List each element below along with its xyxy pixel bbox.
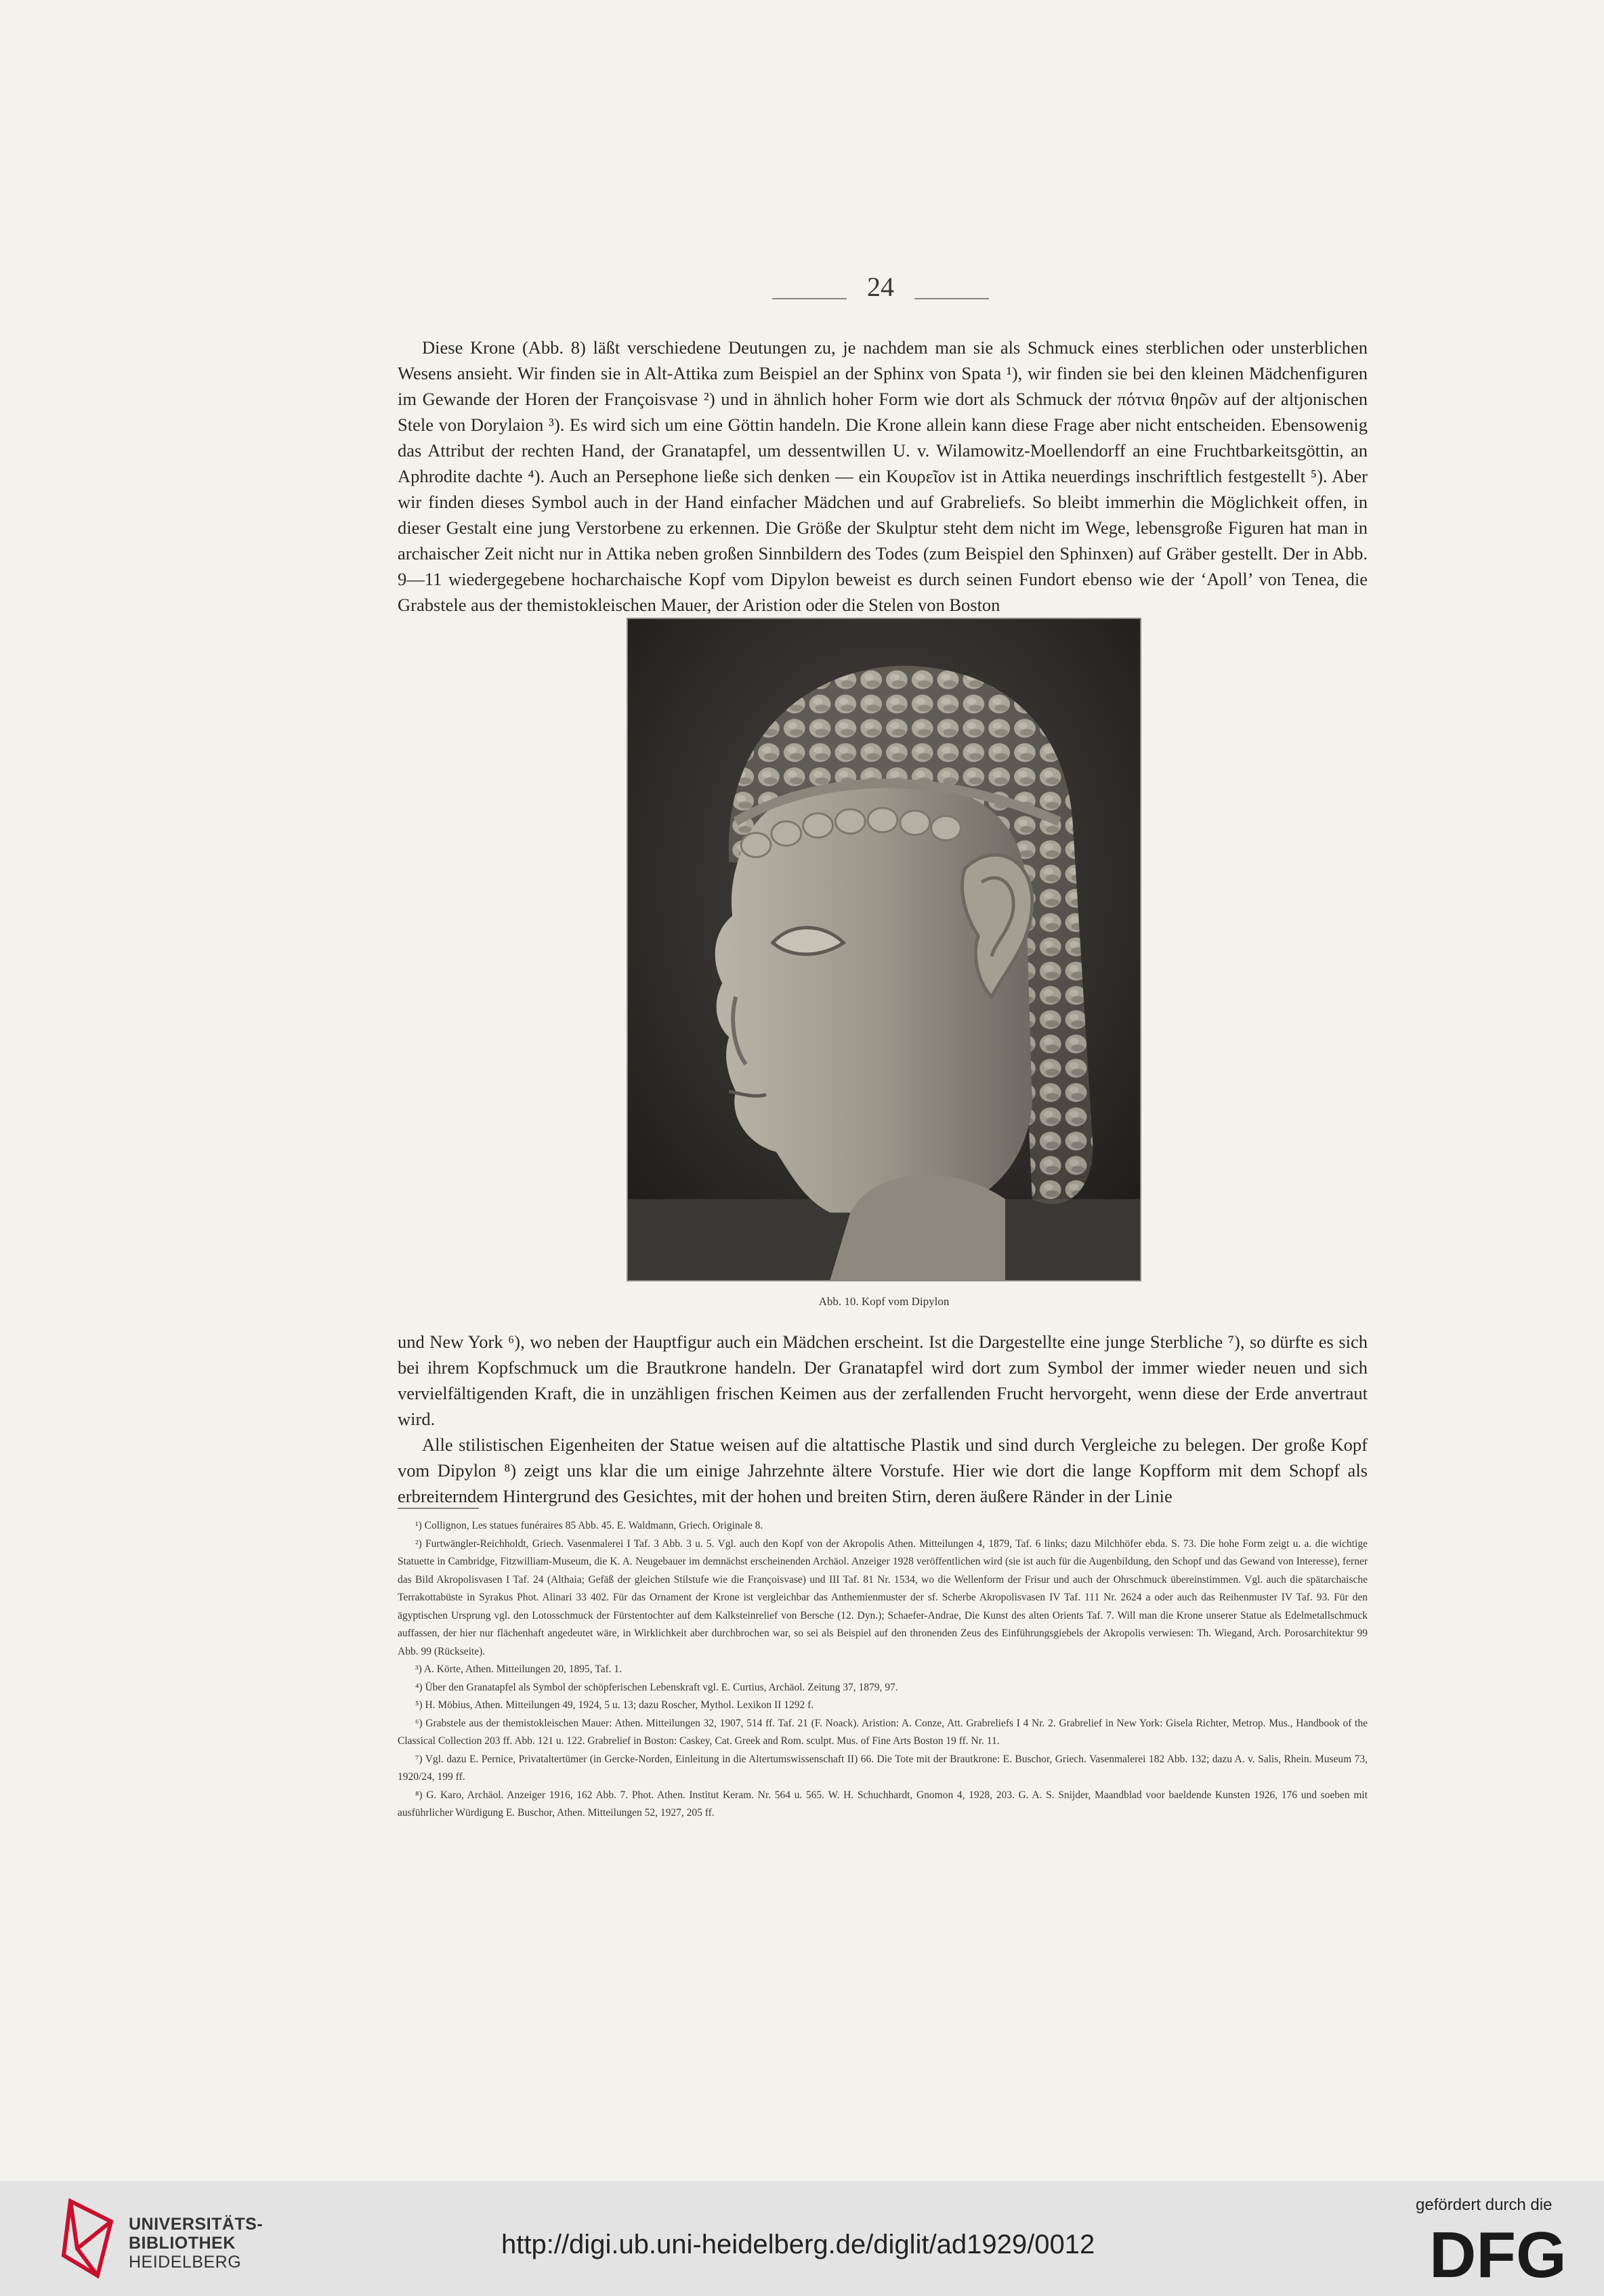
footnote-1: ¹) Collignon, Les statues funéraires 85 Abb. 45. E. Waldmann, Griech. Originale 8. [415,1520,763,1531]
footnote-7: ⁷) Vgl. dazu E. Pernice, Privataltertümer (in Gercke-Norden, Einleitung in die Altertumswissenschaft II) 66. Die Tote mit der Brautkrone: E. Buschor, Griech. Vasenmalerei 182 Abb. 132; dazu A. v. Salis, Rhein. Museum 73, 1920/24, 199 ff. [398,1753,1368,1783]
page-number-rule-right [914,298,989,299]
footer-bar [0,2181,1604,2296]
footnote-4: ⁴) Über den Granatapfel als Symbol der schöpferischen Lebenskraft vgl. E. Curtius, Archäol. Zeitung 37, 1879, 97. [415,1681,898,1693]
figure-caption: Abb. 10. Kopf vom Dipylon [818,1295,950,1308]
footnote-2: ²) Furtwängler-Reichholdt, Griech. Vasenmalerei I Taf. 3 Abb. 3 u. 5. Vgl. auch den Kopf von der Akropolis Athen. Mitteilungen 4, 1879, Taf. 6 links; dazu Milchhöfer ebda. S. 73. Die hohe Form zeigt u. a. die wichtige Statuette in Cambridge, Fitzwilliam-Museum, die K. A. Neugebauer im demnächst erscheinenden Archäol. Anzeiger 1928 veröffentlichen wird (sie ist auch für die Augenbildung, den Schopf und das Gewand von Interesse), ferner das Bild Akropolisvasen I Taf. 24 (Althaia; Gefäß der gleichen Stilstufe wie die Françoisvase) und III Taf. 81 Nr. 1534, wo die Wellenform der Frisur und auch der Ohrschmuck übereinstimmen. Vgl. auch die spätarchaische Terrakottabüste in Syrakus Phot. Alinari 33 402. Für das Ornament der Krone ist vergleichbar das Anthemienmuster der sf. Scherbe Akropolisvasen IV Taf. 111 Nr. 2624 a oder auch das Reihenmuster IV Taf. 93. Für den ägyptischen Ursprung vgl. den Lotosschmuck der Fürstentochter auf dem Kalksteinrelief von Bersche (12. Dyn.); Schaefer-Andrae, Die Kunst des alten Orients Taf. 7. Will man die Krone unserer Statue als Edelmetallschmuck auffassen, der hier nur flächenhaft angedeutet wäre, in Wirklichkeit aber durchbrochen war, so sei als Beispiel auf den thronenden Zeus des Einführungsgiebels der Akropolis verwiesen: Th. Wiegand, Arch. Porosarchitektur 99 Abb. 99 (Rückseite). [398,1537,1368,1657]
library-line-3: HEIDELBERG [129,2253,242,2272]
paragraph-3: Alle stilistischen Eigenheiten der Statue weisen auf die altattische Plastik und sind durch Vergleiche zu belegen. Der große Kopf vom Dipylon ⁸) zeigt uns klar die um einige Jahrzehnte ältere Vorstufe. Hier wie dort die lange Kopfform mit dem Schopf als erbreiterndem Hintergrund des Gesichtes, mit der hohen und breiten Stirn, deren äußere Ränder in der Linie [398,1434,1368,1506]
library-line-2: BIBLIOTHEK [129,2234,236,2253]
figure-kopf-vom-dipylon [627,618,1141,1281]
footnote-8: ⁸) G. Karo, Archäol. Anzeiger 1916, 162 Abb. 7. Phot. Athen. Institut Keram. Nr. 564 u. 565. W. H. Schuchhardt, Gnomon 4, 1928, 203. G. A. S. Snijder, Maandblad voor baeldende Kunsten 1926, 176 und soeben mit ausführlicher Würdigung E. Buschor, Athen. Mitteilungen 52, 1927, 205 ff. [398,1789,1368,1819]
library-name[interactable] [129,2215,263,2272]
sculpture-photo [628,619,1140,1280]
paragraph-1: Diese Krone (Abb. 8) läßt verschiedene Deutungen zu, je nachdem man sie als Schmuck eines sterblichen oder unsterblichen Wesens ansieht. Wir finden sie in Alt-Attika zum Beispiel an der Sphinx von Spata ¹), wir finden sie bei den kleinen Mädchenfiguren im Gewande der Horen der Françoisvase ²) und in ähnlich hoher Form wie dort als Schmuck der πότνια θηρῶν auf der altjonischen Stele von Dorylaion ³). Es wird sich um eine Göttin handeln. Die Krone allein kann diese Frage aber nicht entscheiden. Ebensowenig das Attribut der rechten Hand, der Granatapfel, um dessentwillen U. v. Wilamowitz-Moellendorff an eine Fruchtbarkeitsgöttin, an Aphrodite dachte ⁴). Auch an Persephone ließe sich denken — ein Κουρεῖον ist in Attika neuerdings inschriftlich festgestellt ⁵). Aber wir finden dieses Symbol auch in der Hand einfacher Mädchen und auf Grabreliefs. So bleibt immerhin die Möglichkeit offen, in dieser Gestalt eine jung Verstorbene zu erkennen. Die Größe der Skulptur steht dem nicht im Wege, lebensgroße Figuren hat man in archaischer Zeit nicht nur in Attika neben großen Sinnbildern des Todes (zum Beispiel den Sphinxen) auf Gräber gestellt. Der in Abb. 9—11 wiedergegebene hocharchaische Kopf vom Dipylon beweist es durch seinen Fundort ebenso wie der ‘Apoll’ von Tenea, die Grabstele aus der themistokleischen Mauer, der Aristion oder die Stelen von Boston [398,337,1368,615]
body-text-bottom [398,1329,1368,1509]
page-number-text: 24 [867,272,894,302]
page-number-rule-left [772,298,847,299]
funding-label: gefördert durch die [1416,2196,1553,2214]
footnote-6: ⁶) Grabstele aus der themistokleischen Mauer: Athen. Mitteilungen 32, 1907, 514 ff. Taf. 21 (F. Noack). Aristion: A. Conze, Att. Grabreliefs I 4 Nr. 2. Grabrelief in New York: Gisela Richter, Metrop. Mus., Handbook of the Classical Collection 203 ff. Abb. 121 u. 122. Grabrelief in Boston: Caskey, Cat. Greek and Rom. sculpt. Mus. of Fine Arts Boston 19 ff. Nr. 11. [398,1717,1368,1747]
permalink-url[interactable]: http://digi.ub.uni-heidelberg.de/diglit/ad1929/0012 [501,2230,1095,2259]
library-logo-icon[interactable] [57,2194,118,2282]
dfg-logo-icon[interactable] [1429,2224,1582,2282]
library-line-1: UNIVERSITÄTS- [129,2215,263,2234]
footnote-5: ⁵) H. Möbius, Athen. Mitteilungen 49, 1924, 5 u. 13; dazu Roscher, Mythol. Lexikon II 1292 f. [415,1699,814,1711]
body-text-top [398,335,1368,618]
page-number [779,271,982,303]
paragraph-2: und New York ⁶), wo neben der Hauptfigur auch ein Mädchen erscheint. Ist die Dargestellte eine junge Sterbliche ⁷), so dürfte es sich bei ihrem Kopfschmuck um die Brautkrone handeln. Der Granatapfel wird dort zum Symbol der immer wieder neuen und sich vervielfältigenden Kraft, die in unzähligen frischen Keimen aus der zerfallenden Frucht hervorgeht, wenn diese der Erde anvertraut wird. [398,1332,1368,1429]
footnote-3: ³) A. Körte, Athen. Mitteilungen 20, 1895, Taf. 1. [415,1663,622,1675]
footnote-separator [398,1508,479,1509]
footnotes [398,1517,1368,1823]
dfg-logo-text: DFG [1429,2224,1567,2282]
